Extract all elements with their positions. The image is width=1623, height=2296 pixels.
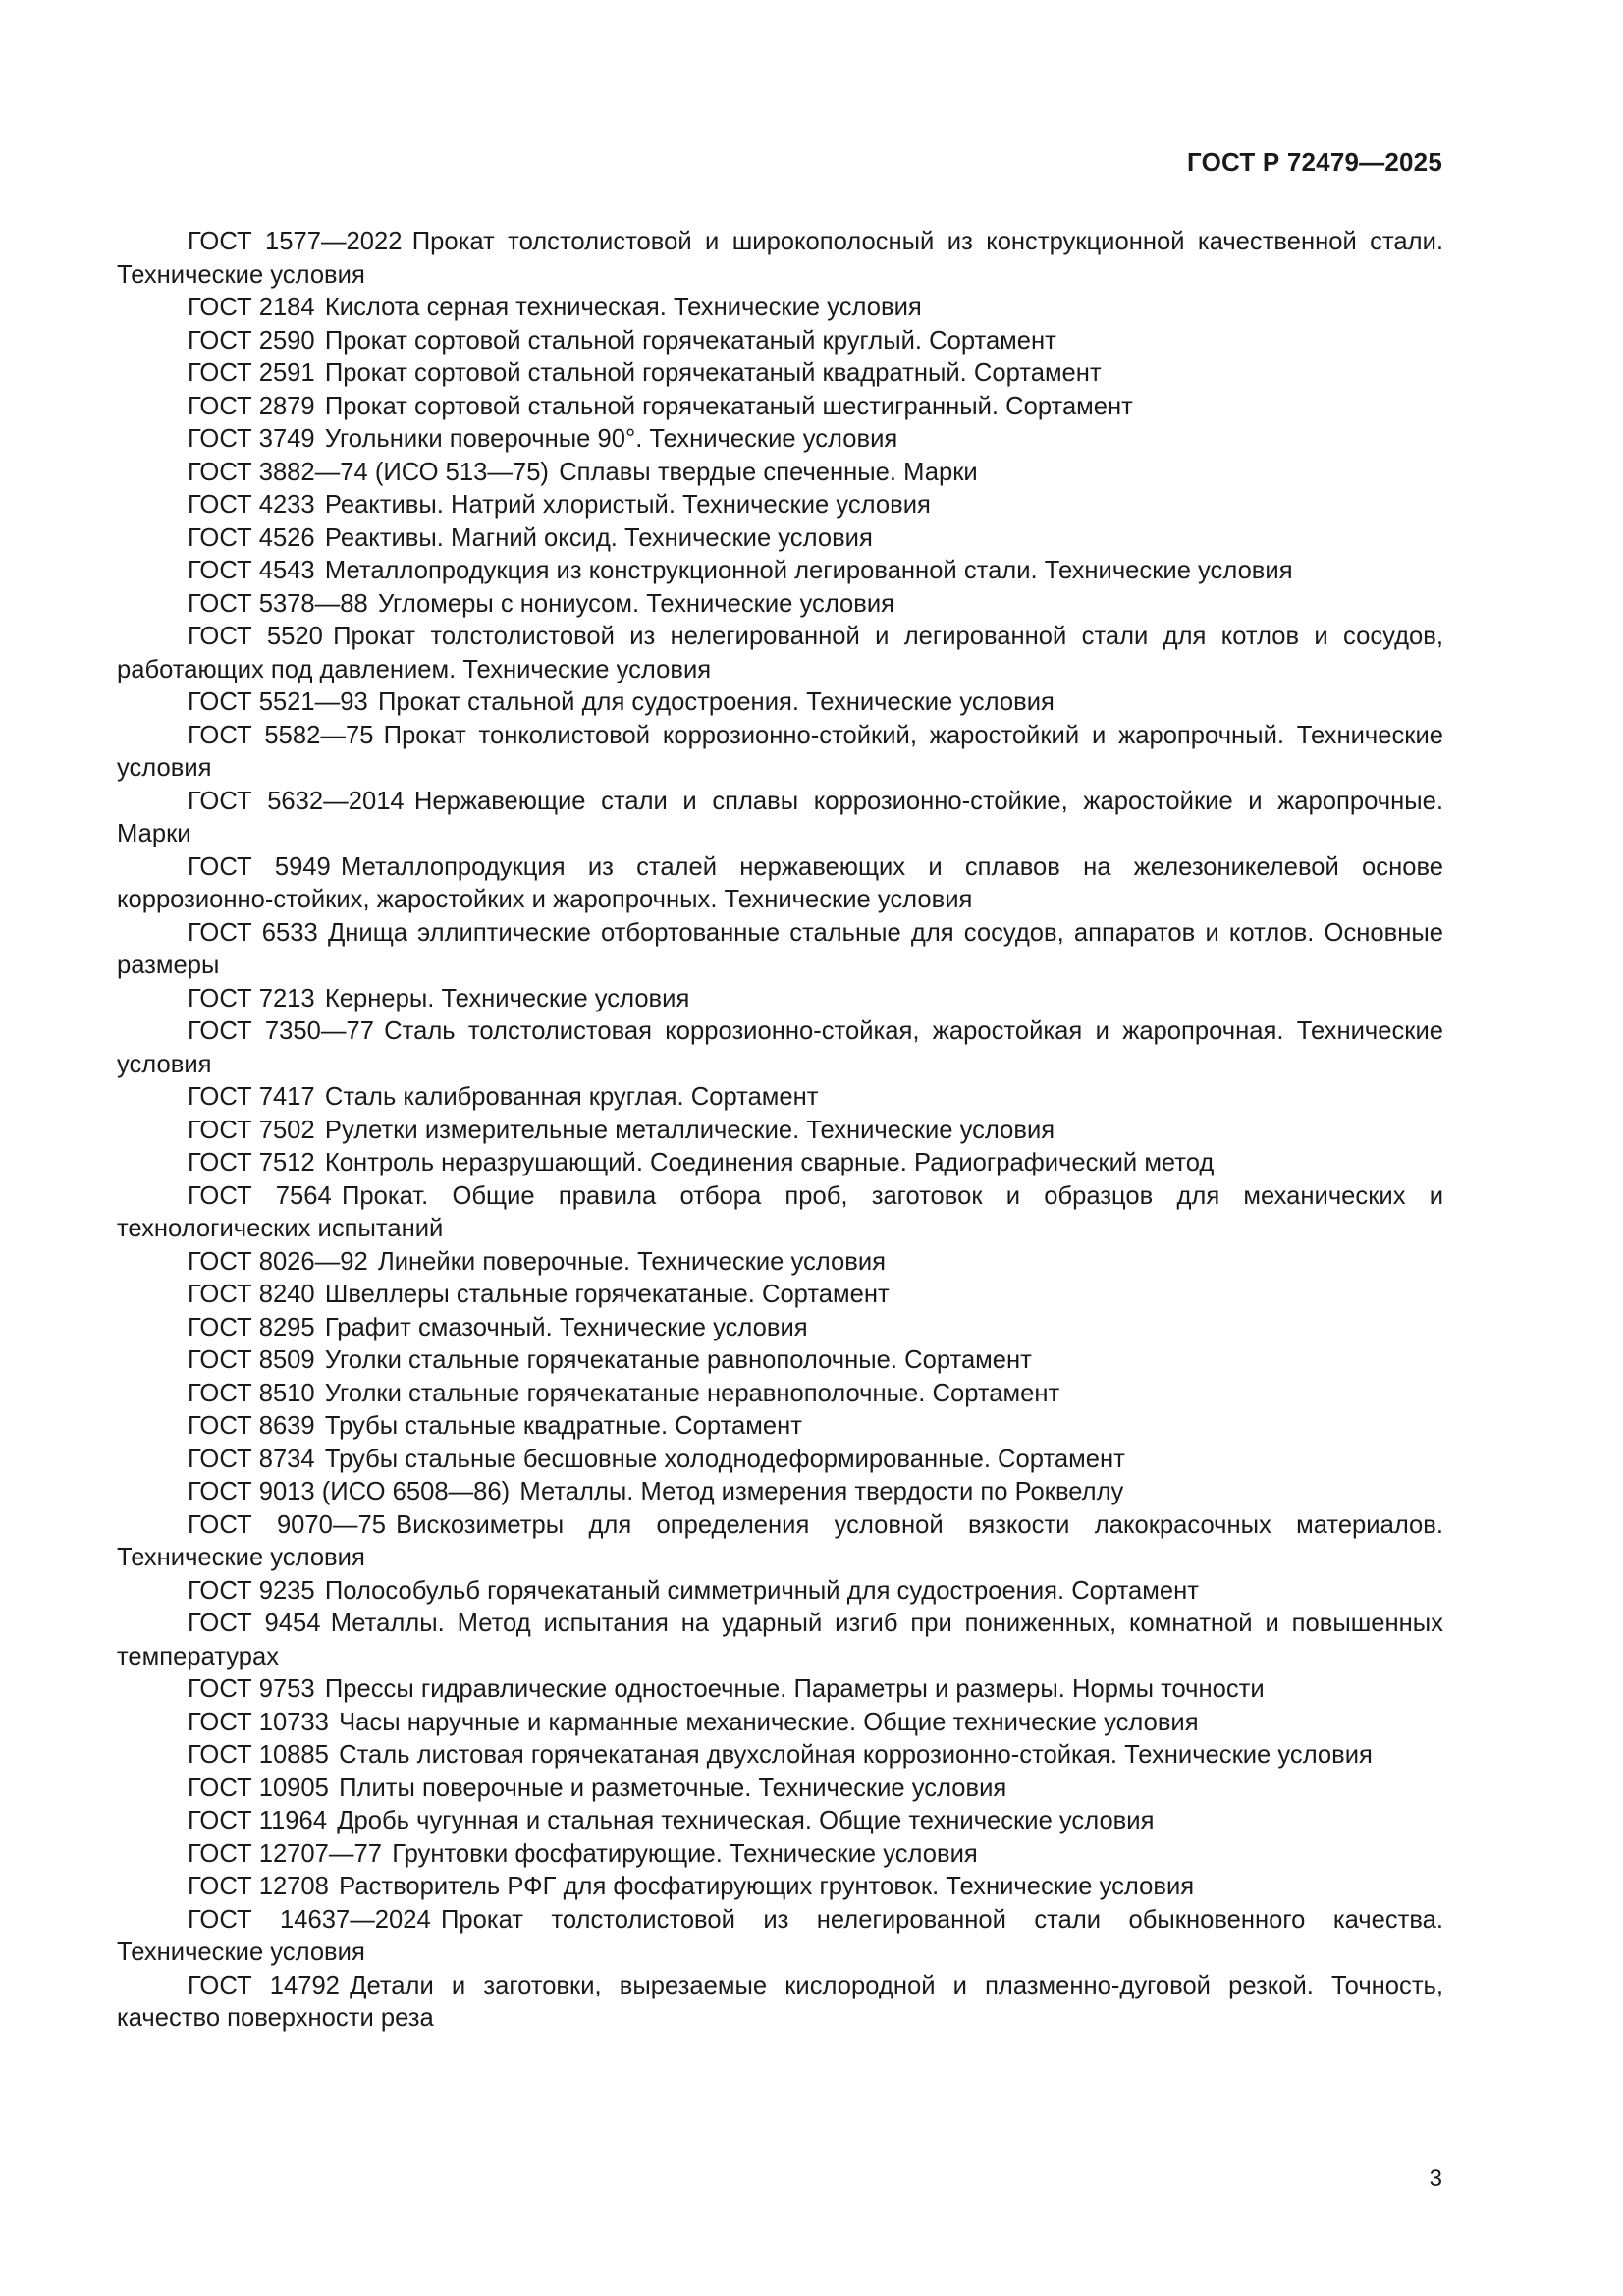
reference-title: Уголки стальные горячекатаные равнополочные. Сортамент: [324, 1346, 1032, 1374]
reference-title: Металлопродукция из сталей нержавеющих и сплавов на железоникелевой основе коррозионно-стойких, жаростойких и жаропрочных. Технические условия: [117, 852, 1443, 913]
reference-code: ГОСТ 5520: [188, 623, 323, 650]
reference-title: Прокат толстолистовой из нелегированной и легированной стали для котлов и сосудов, работающих под давлением. Технические условия: [117, 623, 1443, 683]
list-item: [117, 1344, 1443, 1378]
reference-code: ГОСТ 11964: [188, 1807, 327, 1834]
list-item: [117, 489, 1443, 522]
list-item: [117, 391, 1443, 424]
reference-code: ГОСТ 8639: [188, 1412, 315, 1440]
list-item: [117, 457, 1443, 490]
page-number: 3: [1429, 2165, 1442, 2192]
page-header: ГОСТ Р 72479—2025: [1187, 147, 1442, 177]
reference-title: Растворитель РФГ для фосфатирующих грунтовок. Технические условия: [339, 1873, 1195, 1900]
reference-title: Вискозиметры для определения условной вязкости лакокрасочных материалов. Технические условия: [117, 1510, 1443, 1571]
list-item: [117, 325, 1443, 358]
list-item: [117, 686, 1443, 720]
reference-title: Угольники поверочные 90°. Технические условия: [324, 425, 898, 453]
reference-title: Прокат сортовой стальной горячекатаный шестигранный. Сортамент: [324, 392, 1133, 420]
reference-title: Прокат тонколистовой коррозионно-стойкий, жаростойкий и жаропрочный. Технические условия: [117, 721, 1443, 782]
reference-code: ГОСТ 2590: [188, 326, 315, 355]
list-item: [117, 1838, 1443, 1872]
reference-title: Трубы стальные квадратные. Сортамент: [324, 1412, 802, 1440]
list-item: [117, 1246, 1443, 1280]
reference-code: ГОСТ 8026—92: [188, 1247, 368, 1276]
list-item: [117, 786, 1443, 851]
list-item: [117, 1410, 1443, 1444]
reference-title: Трубы стальные бесшовные холоднодеформированные. Сортамент: [324, 1445, 1125, 1473]
reference-code: ГОСТ 12708: [188, 1873, 329, 1900]
reference-title: Графит смазочный. Технические условия: [324, 1313, 808, 1341]
reference-code: ГОСТ 5632—2014: [188, 787, 405, 815]
reference-code: ГОСТ 5521—93: [188, 688, 368, 716]
reference-title: Прокат стальной для судостроения. Технические условия: [377, 688, 1055, 716]
reference-code: ГОСТ 8295: [188, 1313, 315, 1341]
reference-code: ГОСТ 5582—75: [188, 721, 374, 749]
list-item: [117, 621, 1443, 686]
reference-title: Металлы. Метод измерения твердости по Роквеллу: [519, 1478, 1124, 1505]
reference-code: ГОСТ 9753: [188, 1675, 315, 1703]
list-item: [117, 1608, 1443, 1673]
list-item: [117, 226, 1443, 292]
reference-code: ГОСТ 9013 (ИСО 6508—86): [188, 1478, 511, 1505]
reference-code: ГОСТ 10885: [188, 1741, 329, 1769]
reference-title: Прокат. Общие правила отбора проб, заготовок и образцов для механических и технологических испытаний: [117, 1181, 1443, 1242]
list-item: [117, 1904, 1443, 1970]
reference-code: ГОСТ 5378—88: [188, 589, 368, 618]
reference-code: ГОСТ 7564: [188, 1181, 332, 1210]
reference-title: Нержавеющие стали и сплавы коррозионно-стойкие, жаростойкие и жаропрочные. Марки: [117, 787, 1443, 847]
reference-code: ГОСТ 8509: [188, 1346, 315, 1374]
reference-code: ГОСТ 7350—77: [188, 1017, 374, 1045]
reference-title: Металлопродукция из конструкционной легированной стали. Технические условия: [324, 557, 1293, 584]
reference-code: ГОСТ 9070—75: [188, 1510, 386, 1539]
reference-title: Кислота серная техническая. Технические условия: [324, 294, 922, 321]
list-item: [117, 1312, 1443, 1345]
reference-code: ГОСТ 2879: [188, 392, 315, 420]
list-item: [117, 851, 1443, 917]
reference-code: ГОСТ 6533: [188, 918, 318, 947]
reference-code: ГОСТ 3749: [188, 425, 315, 453]
reference-code: ГОСТ 10905: [188, 1774, 329, 1802]
reference-code: ГОСТ 4543: [188, 557, 315, 584]
reference-title: Днища эллиптические отбортованные стальные для сосудов, аппаратов и котлов. Основные размеры: [117, 918, 1443, 979]
reference-title: Прокат толстолистовой и широкополосный из конструкционной качественной стали. Технические условия: [117, 228, 1443, 289]
list-item: [117, 423, 1443, 457]
reference-title: Рулетки измерительные металлические. Технические условия: [324, 1116, 1055, 1144]
reference-code: ГОСТ 3882—74 (ИСО 513—75): [188, 458, 549, 486]
reference-code: ГОСТ 8510: [188, 1379, 315, 1407]
reference-title: Грунтовки фосфатирующие. Технические условия: [392, 1839, 978, 1868]
list-item: [117, 357, 1443, 391]
reference-title: Сталь листовая горячекатаная двухслойная коррозионно-стойкая. Технические условия: [339, 1741, 1373, 1769]
reference-code: ГОСТ 5949: [188, 852, 331, 881]
reference-title: Детали и заготовки, вырезаемые кислородной и плазменно-дуговой резкой. Точность, качество поверхности реза: [117, 1971, 1443, 2032]
reference-title: Прокат толстолистовой из нелегированной стали обыкновенного качества. Технические условия: [117, 1905, 1443, 1966]
list-item: [117, 1773, 1443, 1806]
list-item: [117, 1707, 1443, 1740]
reference-code: ГОСТ 12707—77: [188, 1839, 382, 1868]
list-item: [117, 917, 1443, 983]
reference-title: Металлы. Метод испытания на ударный изгиб при пониженных, комнатной и повышенных температурах: [117, 1610, 1443, 1670]
reference-code: ГОСТ 7502: [188, 1116, 315, 1144]
list-item: [117, 1476, 1443, 1509]
reference-code: ГОСТ 8734: [188, 1445, 315, 1473]
reference-title: Сталь калиброванная круглая. Сортамент: [324, 1083, 819, 1111]
reference-code: ГОСТ 10733: [188, 1708, 329, 1736]
reference-code: ГОСТ 1577—2022: [188, 228, 403, 255]
reference-code: ГОСТ 2591: [188, 359, 315, 387]
list-item: [117, 588, 1443, 622]
reference-title: Контроль неразрушающий. Соединения сварные. Радиографический метод: [324, 1149, 1215, 1176]
list-item: [117, 1279, 1443, 1312]
reference-title: Реактивы. Натрий хлористый. Технические условия: [324, 491, 931, 519]
list-item: [117, 1673, 1443, 1707]
reference-code: ГОСТ 4233: [188, 491, 315, 519]
list-item: [117, 292, 1443, 325]
reference-title: Угломеры с нониусом. Технические условия: [377, 589, 895, 618]
reference-title: Прессы гидравлические одностоечные. Параметры и размеры. Нормы точности: [324, 1675, 1265, 1703]
reference-code: ГОСТ 9235: [188, 1576, 315, 1605]
list-item: [117, 1871, 1443, 1904]
reference-title: Прокат сортовой стальной горячекатаный круглый. Сортамент: [324, 326, 1056, 355]
list-item: [117, 983, 1443, 1016]
list-item: [117, 1115, 1443, 1148]
reference-title: Реактивы. Магний оксид. Технические условия: [324, 523, 873, 552]
list-item: [117, 555, 1443, 588]
reference-title: Кернеры. Технические условия: [324, 984, 690, 1012]
reference-code: ГОСТ 7417: [188, 1083, 315, 1111]
list-item: [117, 1805, 1443, 1838]
list-item: [117, 1081, 1443, 1115]
reference-code: ГОСТ 14637—2024: [188, 1905, 431, 1934]
list-item: [117, 1444, 1443, 1477]
reference-title: Линейки поверочные. Технические условия: [377, 1247, 886, 1276]
list-item: [117, 522, 1443, 556]
reference-code: ГОСТ 9454: [188, 1610, 321, 1637]
reference-code: ГОСТ 14792: [188, 1971, 340, 1999]
list-item: [117, 1575, 1443, 1609]
list-item: [117, 1147, 1443, 1180]
reference-code: ГОСТ 7213: [188, 984, 315, 1012]
reference-title: Прокат сортовой стальной горячекатаный квадратный. Сортамент: [324, 359, 1102, 387]
reference-title: Плиты поверочные и разметочные. Технические условия: [339, 1774, 1007, 1802]
reference-code: ГОСТ 4526: [188, 523, 315, 552]
reference-title: Полособульб горячекатаный симметричный для судостроения. Сортамент: [324, 1576, 1199, 1605]
reference-code: ГОСТ 7512: [188, 1149, 315, 1176]
reference-title: Швеллеры стальные горячекатаные. Сортамент: [324, 1281, 890, 1308]
list-item: [117, 1509, 1443, 1575]
reference-code: ГОСТ 2184: [188, 294, 315, 321]
reference-title: Часы наручные и карманные механические. Общие технические условия: [339, 1708, 1199, 1736]
list-item: [117, 720, 1443, 786]
reference-code: ГОСТ 8240: [188, 1281, 315, 1308]
reference-title: Уголки стальные горячекатаные неравнополочные. Сортамент: [324, 1379, 1060, 1407]
list-item: [117, 1378, 1443, 1411]
reference-title: Сталь толстолистовая коррозионно-стойкая, жаростойкая и жаропрочная. Технические условия: [117, 1017, 1443, 1078]
list-item: [117, 1739, 1443, 1773]
normative-references-list: [117, 226, 1443, 2036]
reference-title: Сплавы твердые спеченные. Марки: [559, 458, 978, 486]
list-item: [117, 1015, 1443, 1081]
list-item: [117, 1970, 1443, 2036]
reference-title: Дробь чугунная и стальная техническая. Общие технические условия: [337, 1807, 1155, 1834]
list-item: [117, 1180, 1443, 1246]
